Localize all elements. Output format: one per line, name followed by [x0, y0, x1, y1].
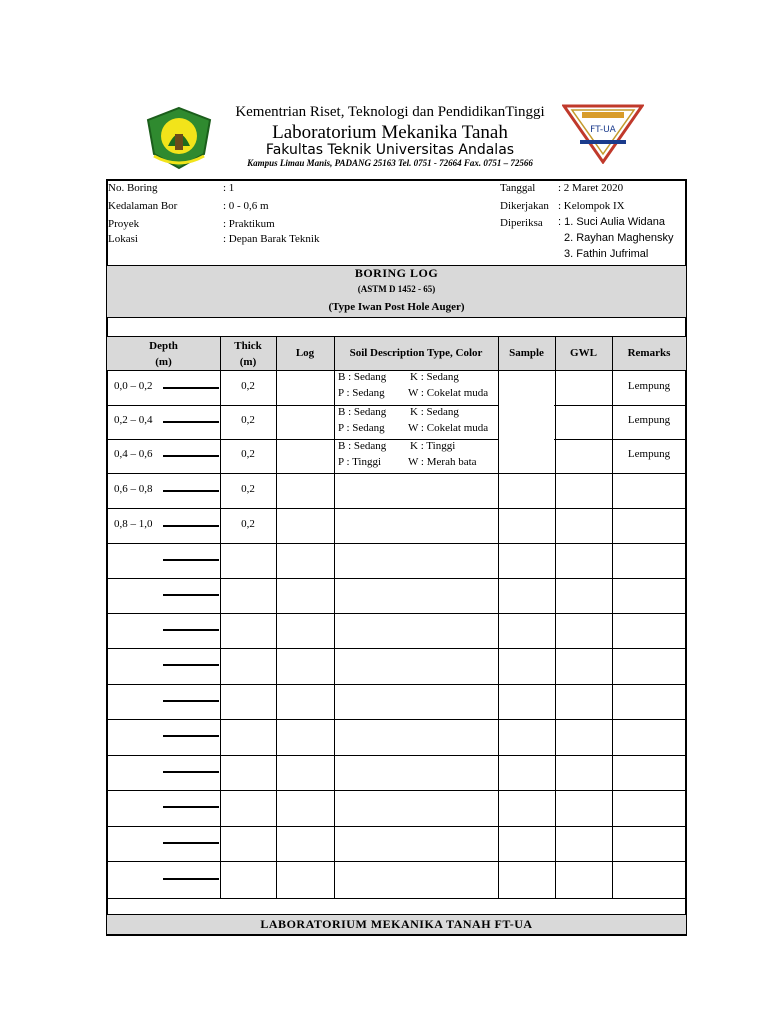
checker-3: 3. Fathin Jufrimal	[564, 248, 649, 260]
depth-value: : 0 - 0,6 m	[223, 200, 269, 212]
soil-w: W : Merah bata	[408, 456, 477, 468]
title-type: (Type Iwan Post Hole Auger)	[328, 301, 465, 313]
depth-marker	[163, 664, 219, 666]
depth-marker	[163, 878, 219, 880]
soil-b: B : Sedang	[338, 406, 387, 418]
depth-marker	[163, 629, 219, 631]
thick-value: 0,2	[241, 414, 255, 426]
depth-value: 0,4 – 0,6	[114, 448, 153, 460]
depth-value: 0,6 – 0,8	[114, 483, 153, 495]
worked-value: : Kelompok IX	[558, 200, 625, 212]
soil-b: B : Sedang	[338, 440, 387, 452]
footer-text: LABORATORIUM MEKANIKA TANAH FT-UA	[260, 917, 533, 931]
col-sample: Sample	[509, 347, 544, 359]
ftua-logo	[562, 104, 644, 164]
col-depth: Depth	[149, 340, 178, 352]
col-log: Log	[295, 347, 315, 359]
ministry-name: Kementrian Riset, Teknologi dan PendidikanTinggi	[235, 104, 545, 120]
date-label: Tanggal	[500, 182, 536, 194]
soil-p: P : Sedang	[338, 422, 385, 434]
col-soil: Soil Description Type, Color	[349, 347, 483, 359]
ftua-logo-text: FT-UA	[590, 125, 616, 135]
boring-label: No. Boring	[108, 182, 158, 194]
thick-value: 0,2	[241, 483, 255, 495]
title-standard: (ASTM D 1452 - 65)	[357, 284, 436, 294]
depth-value: 0,8 – 1,0	[114, 518, 153, 530]
lab-name: Laboratorium Mekanika Tanah	[272, 122, 508, 143]
depth-marker	[163, 421, 219, 423]
faculty-name: Fakultas Teknik Universitas Andalas	[265, 142, 515, 158]
remarks-value: Lempung	[627, 414, 671, 426]
worked-label: Dikerjakan	[500, 200, 549, 212]
checker-1: : 1. Suci Aulia Widana	[558, 216, 666, 228]
depth-marker	[163, 806, 219, 808]
address-line: Kampus Limau Manis, PADANG 25163 Tel. 0751 - 72664 Fax. 0751 – 72566	[247, 158, 533, 168]
depth-marker	[163, 455, 219, 457]
depth-marker	[163, 700, 219, 702]
depth-value: 0,0 – 0,2	[114, 380, 153, 392]
remarks-value: Lempung	[627, 380, 671, 392]
depth-marker	[163, 735, 219, 737]
soil-k: K : Tinggi	[410, 440, 456, 452]
soil-k: K : Sedang	[410, 406, 459, 418]
col-thick: Thick	[234, 340, 262, 352]
checker-2: 2. Rayhan Maghensky	[564, 232, 674, 244]
location-label: Lokasi	[108, 233, 138, 245]
soil-p: P : Sedang	[338, 387, 385, 399]
thick-value: 0,2	[241, 448, 255, 460]
thick-value: 0,2	[241, 380, 255, 392]
remarks-value: Lempung	[627, 448, 671, 460]
depth-marker	[163, 525, 219, 527]
depth-marker	[163, 771, 219, 773]
depth-label: Kedalaman Bor	[108, 200, 178, 212]
soil-p: P : Tinggi	[338, 456, 382, 468]
depth-marker	[163, 559, 219, 561]
depth-marker	[163, 490, 219, 492]
checked-label: Diperiksa	[500, 217, 543, 229]
thick-value: 0,2	[241, 518, 255, 530]
project-value: : Praktikum	[223, 218, 275, 230]
soil-k: K : Sedang	[410, 371, 459, 383]
col-gwl: GWL	[570, 347, 597, 359]
date-value: : 2 Maret 2020	[558, 182, 624, 194]
location-value: : Depan Barak Teknik	[223, 233, 320, 245]
title-main: BORING LOG	[354, 266, 439, 280]
soil-w: W : Cokelat muda	[408, 422, 489, 434]
depth-value: 0,2 – 0,4	[114, 414, 153, 426]
col-remarks: Remarks	[627, 347, 671, 359]
depth-marker	[163, 842, 219, 844]
col-thick-unit: (m)	[239, 356, 257, 368]
project-label: Proyek	[108, 218, 140, 230]
depth-marker	[163, 594, 219, 596]
col-depth-unit: (m)	[155, 356, 172, 368]
soil-b: B : Sedang	[338, 371, 387, 383]
soil-w: W : Cokelat muda	[408, 387, 489, 399]
depth-marker	[163, 387, 219, 389]
boring-value: : 1	[223, 182, 235, 194]
